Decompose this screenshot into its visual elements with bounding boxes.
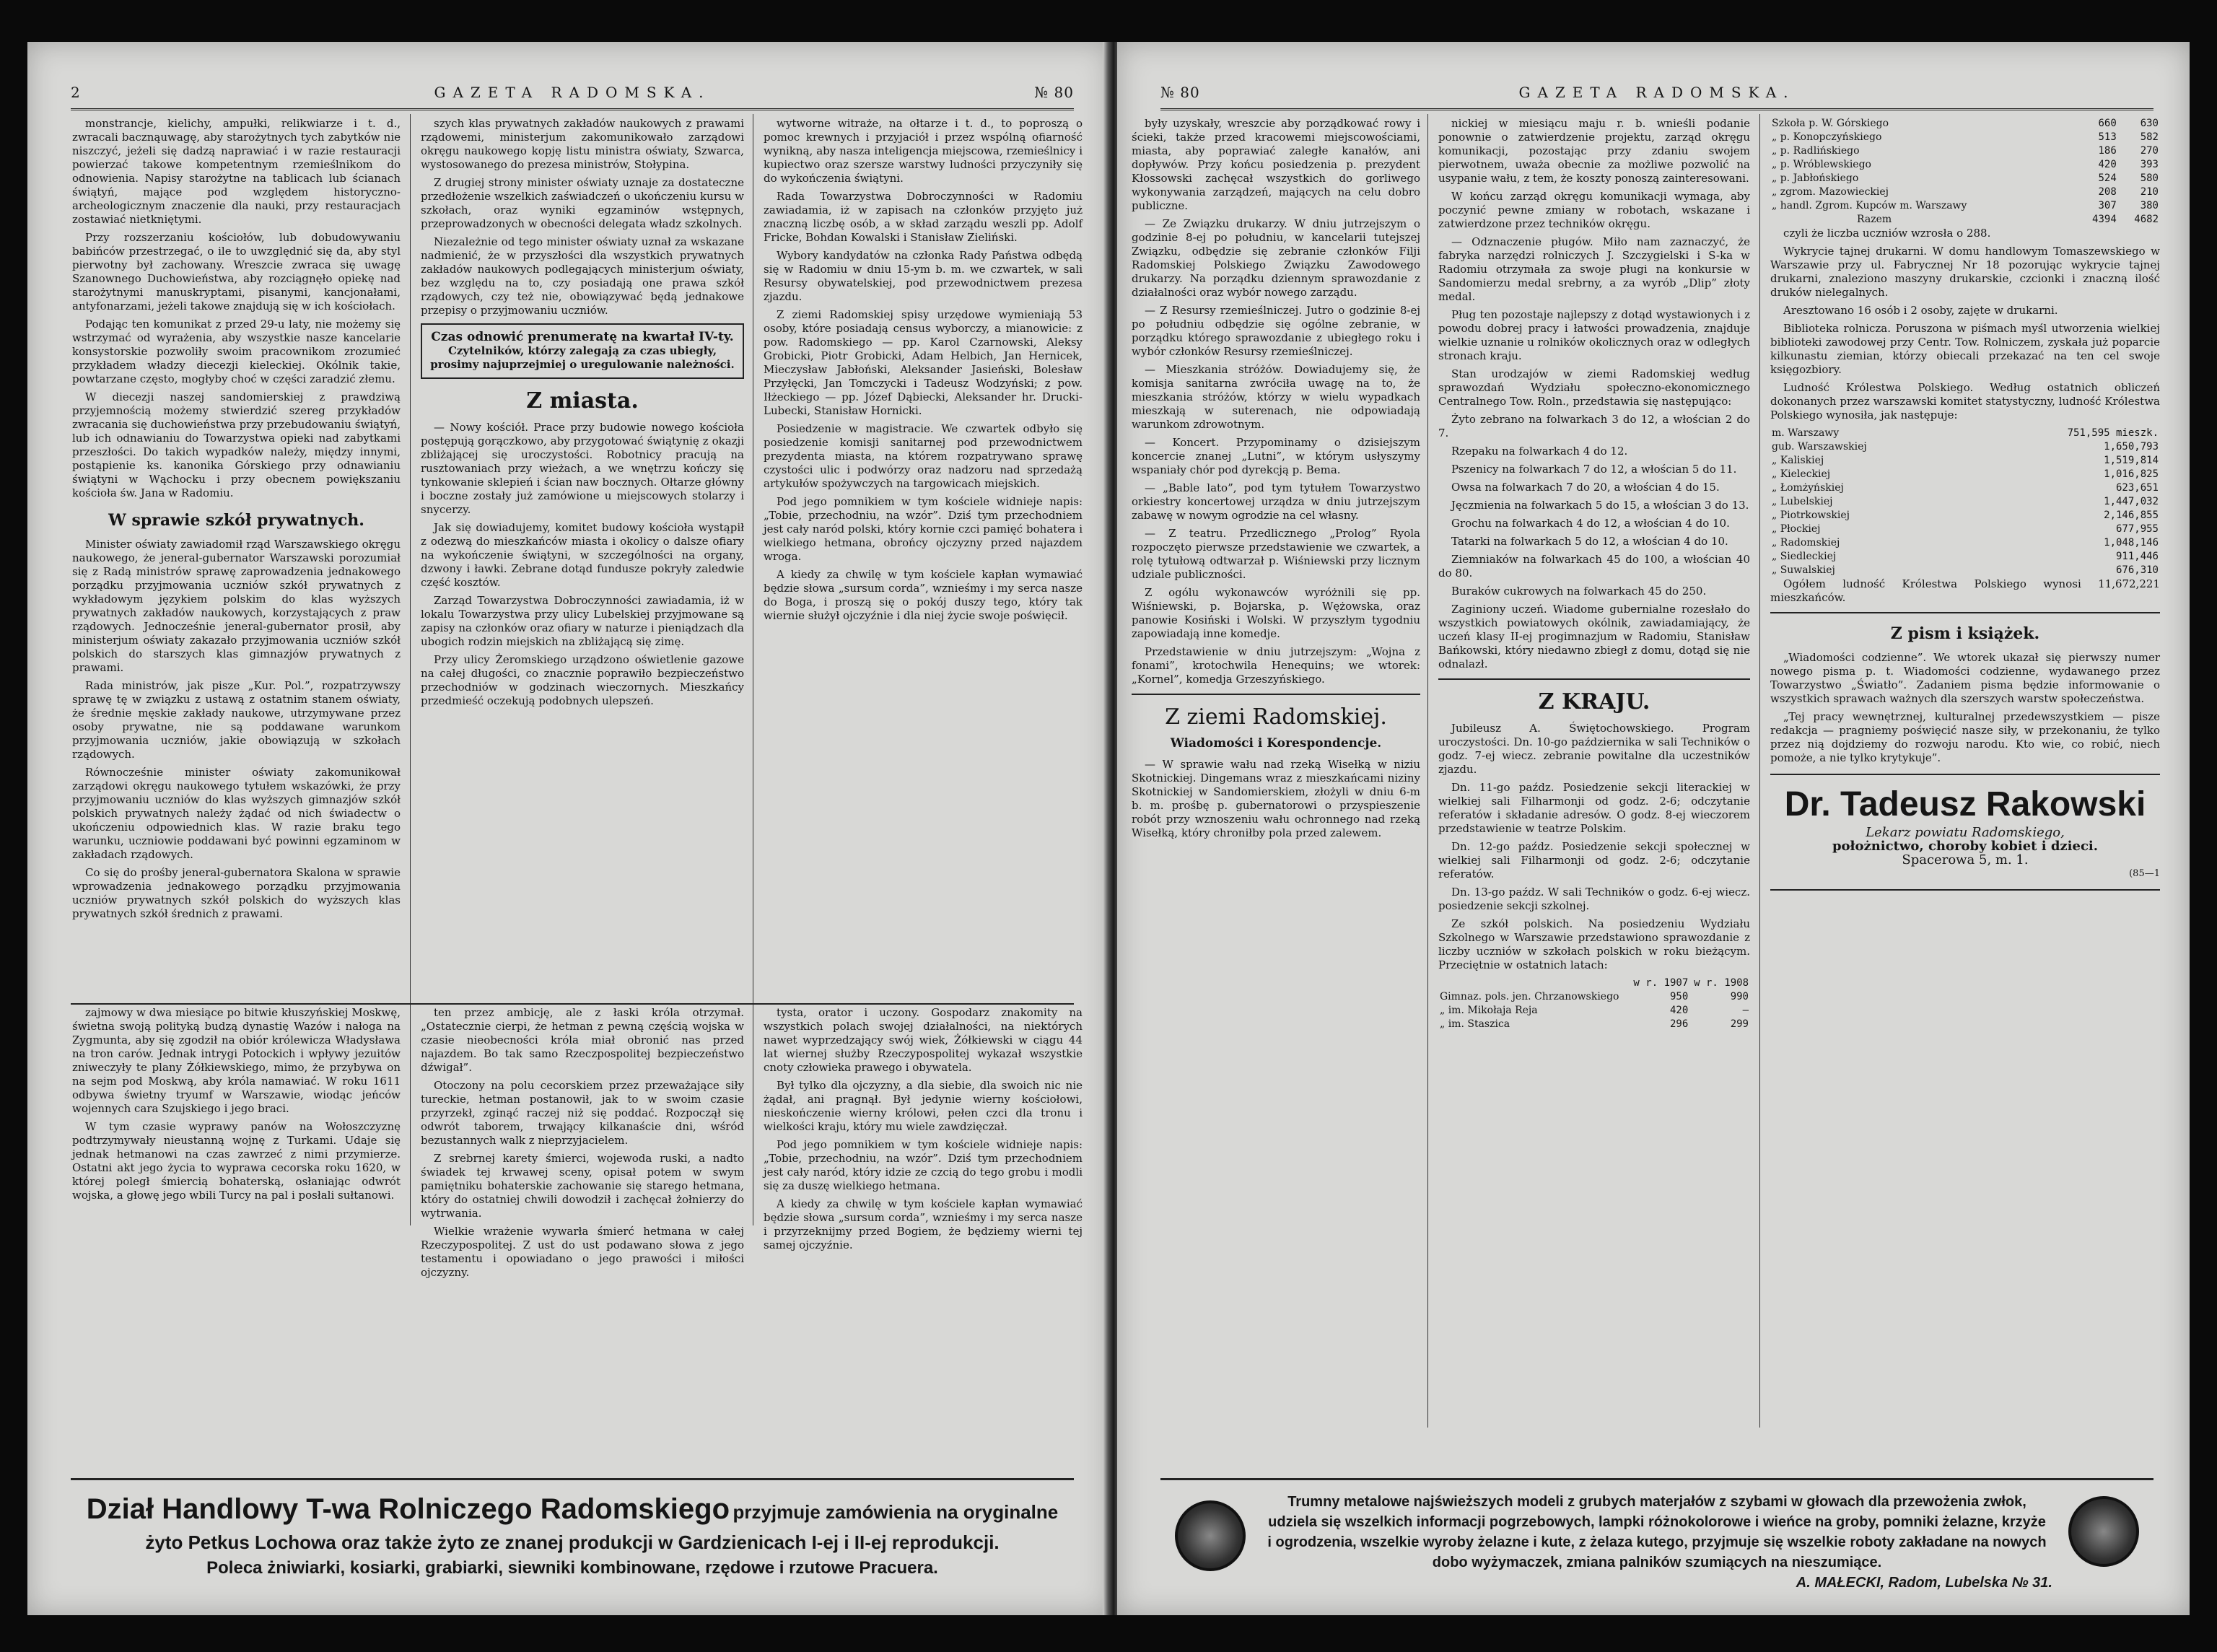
paragraph: Pod jego pomnikiem w tym kościele widnieje napis: „Tobie, przechodniu, na wzór”. Dziś tym przechodniem jest cały naród polski, który kornie czci pamięć bohatera i wielkiego hetmana, obrońcy ojczyzny przed najazdem wroga. <box>764 495 1083 563</box>
paragraph: — Mieszkania stróżów. Dowiadujemy się, że komisja sanitarna zwróciła uwagę na to, że mieszkania stróżów, którzy w wielu wypadkach mieszkają w suterenach, nie odpowiadają warunkom zdrowotnym. <box>1132 363 1420 431</box>
table-cell: 513 <box>2098 131 2117 143</box>
section-rule <box>1770 612 2160 613</box>
paragraph: W tym czasie wyprawy panów na Wołoszczyznę podtrzymywały nieustanną wojnę z Turkami. Udaje się jednak hetmanowi na czas zawrzeć z nimi przymierze. Ostatni akt jego życia to wyprawa cecorska roku 1620, w której poległ śmiercią bohaterską, osłaniając odwrót wojska, a głowę jego wbili Turcy na pal i posłali sułtanowi. <box>72 1120 401 1202</box>
left-col-3 <box>764 117 1083 990</box>
paragraph: Wielkie wrażenie wywarła śmierć hetmana w całej Rzeczypospolitej. Z ust do ust podawano słowa z jego testamentu i opowiadano o jego prawości i miłości ojczyzny. <box>421 1225 744 1279</box>
paragraph: Pod jego pomnikiem w tym kościele widnieje napis: „Tobie, przechodniu, na wzór”. Dziś tym przechodniem jest cały naród, który idzie ze czcią do tego grobu i modli się za duszę wielkiego hetmana. <box>764 1138 1083 1192</box>
paragraph: Stan urodzajów w ziemi Radomskiej według sprawozdań Wydziału społeczno-ekonomicznego Centralnego Tow. Roln., przedstawia się następująco: <box>1438 367 1750 408</box>
paragraph: Z drugiej strony minister oświaty uznaje za dostateczne przedłożenie wszelkich zaświadczeń o ukończeniu kursu w szkołach, oraz wyniki egzaminów wstępnych, przeprowadzonych w obecności delegata władz szkolnych. <box>421 176 744 230</box>
section-heading: Z ziemi Radomskiej. <box>1165 704 1387 730</box>
table-row <box>1770 550 2160 564</box>
crop-line: Ziemniaków na folwarkach 45 do 100, a włościan 40 do 80. <box>1438 553 1750 580</box>
table-cell: „ Łomżyńskiej <box>1772 482 1844 494</box>
table-cell: „ Płockiej <box>1772 523 1821 535</box>
table-cell: „ Kaliskiej <box>1772 455 1824 466</box>
table-cell: „ Lubelskiej <box>1772 496 1833 507</box>
table-row <box>1770 213 2160 227</box>
table-row <box>1438 990 1750 1004</box>
table-cell: „ p. Konopczyńskiego <box>1772 131 1882 143</box>
section-heading: Z KRAJU. <box>1538 689 1650 714</box>
paragraph: Dn. 11-go paźdz. Posiedzenie sekcji literackiej w wielkiej sali Filharmonji od godz. 2-6; odczytanie referatów i składanie adresów. O godz. 8-ej wieczorem przedstawienie w teatrze Polskim. <box>1438 781 1750 835</box>
paragraph: Z ogólu wykonawców wyróżnili się pp. Wiśniewski, p. Bojarska, p. Wężowska, oraz panowie Kosiński i Wolski. W przyszłym tygodniu zapowiadają inne komedje. <box>1132 586 1420 640</box>
paragraph: Biblioteka rolnicza. Poruszona w piśmach myśl utworzenia wielkiej biblioteki zawodowej przy Centr. Tow. Rolniczem, zyskała już poparcie kilkunastu ziemian, którzy obiecali przekazać na ten cel swoje księgozbiory. <box>1770 322 2160 376</box>
table-row <box>1770 523 2160 536</box>
school-stats-table <box>1438 976 1750 1031</box>
article-heading: W sprawie szkół prywatnych. <box>108 511 364 530</box>
schools-table <box>1770 117 2160 227</box>
notice-title: Czas odnowić prenumeratę na kwartał IV-ty. <box>431 330 734 344</box>
table-cell: „ handl. Zgrom. Kupców m. Warszawy <box>1772 200 1967 211</box>
ad-line: dobo wyżymaczek, zmiana palników szumiących na nieszumiące. <box>1432 1555 1882 1570</box>
paragraph: „Tej pracy wewnętrznej, kulturalnej przedewszystkiem — pisze redakcja — pragniemy poświęcić nasze siły, w przekonaniu, że tylko przez nią dojdziemy do rozwoju narodu. Kto wie, co robić, niech pomoże, a nie tylko krytykuje”. <box>1770 710 2160 764</box>
paragraph: Z ziemi Radomskiej spisy urzędowe wymieniają 53 osoby, które posiadają census wyborczy, a mianowicie: z pow. Radomskiego — pp. Karol Czarnowski, Aleksy Grobicki, Piotr Grobicki, Adam Helbich, Jan Hernicek, Mieczysław Jabłoński, Aleksander Jasieński, Bolesław Przyłęcki, Jan Tomczycki i Tadeusz Wodzyński; z pow. Iłżeckiego — pp. Józef Dąbiecki, Aleksander hr. Drucki-Lubecki, Stanisław Hornicki. <box>764 308 1083 417</box>
paragraph: Był tylko dla ojczyzny, a dla siebie, dla swoich nic nie żądał, ani pragnął. Był jedynie wierny kościołowi, nieskończenie wierny królowi, pełen czci dla tronu i wielkości kraju, który mu wiele zawdzięczał. <box>764 1079 1083 1133</box>
paragraph: szych klas prywatnych zakładów naukowych z prawami rządowemi, ministerjum zakomunikowało zarządowi okręgu naukowego kopję listu ministra oświaty, Szwarca, wystosowanego do prezesa ministrów, Stołypina. <box>421 117 744 171</box>
table-cell: Szkoła p. W. Górskiego <box>1772 118 1889 129</box>
table-row <box>1770 454 2160 468</box>
paragraph: tysta, orator i uczony. Gospodarz znakomity na wszystkich polach swojej działalności, na niektórych nawet wyprzedzający swój wiek, Żółkiewski w ciągu 44 lat wiernej służby Rzeczypospolitej wykazał wszystkie cnoty człowieka prawego i obywatela. <box>764 1006 1083 1074</box>
paragraph: Jak się dowiadujemy, komitet budowy kościoła wystąpił z odezwą do mieszkańców miasta i okolicy o dalsze ofiary na wykończenie świątyni, w szczególności na organy, dzwony i ławki. Zebrane dotąd fundusze pokryły zaledwie część kosztów. <box>421 521 744 589</box>
paragraph: Co się do prośby jeneral-gubernatora Skalona w sprawie wprowadzenia jednakowego porządku przyjmowania uczniów prywatnych szkół polskich do wyższych klas prywatnych szkół średnich z prawami. <box>72 866 401 920</box>
left-issue-number: № 80 <box>1034 84 1074 101</box>
table-cell: „ im. Staszica <box>1440 1018 1510 1030</box>
table-cell: „ p. Wróblewskiego <box>1772 159 1871 170</box>
right-page-header <box>1160 79 2153 110</box>
crop-line: Tatarki na folwarkach 5 do 12, a włościan 4 do 10. <box>1451 535 1728 548</box>
table-cell: 420 <box>1669 1005 1689 1016</box>
crop-line: Buraków cukrowych na folwarkach 45 do 250. <box>1451 585 1707 598</box>
table-row <box>1770 427 2160 440</box>
table-cell: 580 <box>2140 172 2159 184</box>
paragraph: Dn. 13-go paźdz. W sali Techników o godz. 6-ej wiecz. posiedzenie sekcji szkolnej. <box>1438 886 1750 912</box>
table-cell: „ Siedleckiej <box>1772 551 1837 562</box>
doctor-title: Lekarz powiatu Radomskiego, <box>1866 825 2065 840</box>
table-cell: 990 <box>1730 991 1749 1002</box>
paragraph: Aresztowano 16 osób i 2 osoby, zajęte w drukarni. <box>1783 304 2058 317</box>
table-cell: „ im. Mikołaja Reja <box>1440 1005 1538 1016</box>
table-row <box>1770 131 2160 144</box>
crop-line: Owsa na folwarkach 7 do 20, a włościan 4 do 15. <box>1451 481 1720 494</box>
paragraph: A kiedy za chwilę w tym kościele kapłan wymawiać będzie słowa „sursum corda”, wznieśmy i my serca nasze i przyrzeknijmy przed Bogiem, że będziemy wierni tej samej ojczyźnie. <box>764 1197 1083 1251</box>
table-row <box>1770 199 2160 213</box>
ad-line: udziela się wszelkich informacji pogrzebowych, lampki różnokolorowe i wieńce na groby, pomniki żelazne, krzyże <box>1268 1514 2046 1530</box>
right-col-3 <box>1770 117 2160 1430</box>
table-header: w r. 1907 <box>1633 977 1689 989</box>
table-cell: 1,048,146 <box>2104 537 2159 549</box>
left-page-number: 2 <box>71 84 81 101</box>
paragraph: czyli że liczba uczniów wzrosła o 288. <box>1783 227 1991 240</box>
crop-line: Rzepaku na folwarkach 4 do 12. <box>1451 445 1628 458</box>
ad-code: (85—1 <box>2129 868 2160 879</box>
left-col-2 <box>421 117 744 990</box>
table-row <box>1770 481 2160 495</box>
paragraph: — Nowy kościół. Prace przy budowie nowego kościoła postępują gorączkowo, aby przygotować świątynię z okazji zbliżającej się uroczystości. Robotnicy pracują na rusztowaniach przy wieżach, a we wnętrzu kończy się tynkowanie sklepień i ścian naw bocznych. Ołtarze główny i boczne zostały już zamówione u miejscowych stolarzy i snycerzy. <box>421 421 744 516</box>
coffin-advertisement <box>1160 1478 2153 1596</box>
table-cell: 208 <box>2098 186 2117 198</box>
doctor-name: Dr. Tadeusz Rakowski <box>1784 785 2146 823</box>
table-cell: 582 <box>2140 131 2159 143</box>
table-cell: 307 <box>2098 200 2117 211</box>
left-page-header <box>71 79 1074 110</box>
table-cell: 1,447,032 <box>2104 496 2159 507</box>
crop-line: Grochu na folwarkach 4 do 12, a włościan 4 do 10. <box>1451 517 1730 530</box>
paragraph: „Wiadomości codzienne”. We wtorek ukazał się pierwszy numer nowego pisma p. t. Wiadomości codzienne, wydawanego przez Towarzystwo „Światło”. Zadaniem pisma będzie informowanie o wszystkich sprawach ważnych dla szerszych warstw społeczeństwa. <box>1770 651 2160 705</box>
paragraph: — W sprawie wału nad rzeką Wisełką w niziu Skotnickiej. Dingemans wraz z mieszkańcami niziny Skotnickiej w Sandomierskiem, złożyli w dniu 6-m b. m. prośbę p. gubernatorowi o przyspieszenie robót przy wznoszeniu wału ochronnego nad rzeką Wisełką, który chroniłby pola przed zalewem. <box>1132 758 1420 839</box>
table-cell: „ Radomskiej <box>1772 537 1840 549</box>
left-col-1 <box>72 117 401 990</box>
table-row <box>1770 495 2160 509</box>
table-row <box>1438 1004 1750 1018</box>
table-cell: — <box>1742 1005 1749 1016</box>
paragraph: — Koncert. Przypominamy o dzisiejszym koncercie znanej „Lutni”, w którym usłyszymy wspaniały chór pod dyrekcją p. Bema. <box>1132 436 1420 476</box>
table-row <box>1770 440 2160 454</box>
column-divider <box>1759 114 1760 1428</box>
left-page <box>27 42 1110 1615</box>
table-row <box>1770 509 2160 523</box>
left-bottom-col-3 <box>764 1006 1083 1251</box>
section-heading: Z miasta. <box>526 388 639 414</box>
table-cell: gub. Warszawskiej <box>1772 441 1867 453</box>
section-heading: Z pism i książek. <box>1890 624 2040 643</box>
doctor-advertisement <box>1770 774 2160 891</box>
paragraph: Z srebrnej karety śmierci, wojewoda ruski, a nadto świadek tej krwawej sceny, opisał potem w swym pamiętniku bohaterskie zachowanie się starego hetmana, który do ostatniej chwili dowodził i zachęcał żołnierzy do wytrwania. <box>421 1152 744 1220</box>
table-row <box>1770 144 2160 158</box>
table-cell: 1,519,814 <box>2104 455 2159 466</box>
paragraph: Minister oświaty zawiadomił rząd Warszawskiego okręgu naukowego, że jeneral-gubernator Warszawski porozumiał się z Radą ministrów sprawę zaprowadzenia jednakowego porządku przyjmowania uczniów szkół prywatnych z wykładowym językiem polskim do klas wyższych prywatnych zakładów naukowych, korzystających z praw rządowych. Jednocześnie jeneral-gubernator prosił, aby ministerjum oświaty zakazało przyjmowania uczniów szkół polskich do starszych klas gimnazjów prywatnych z prawami. <box>72 538 401 674</box>
paragraph: Otoczony na polu cecorskiem przez przeważające siły tureckie, hetman postanowił, jak to w swoim czasie przyrzekł, zginąć raczej niż się poddać. Rozpoczął się odwrót taborem, trwający kilkanaście dni, wśród bezustannych walk z nieprzyjacielem. <box>421 1079 744 1147</box>
paragraph: Posiedzenie w magistracie. We czwartek odbyło się posiedzenie komisji sanitarnej pod przewodnictwem prezydenta miasta, na którem rozpatrywano sprawę czystości ulic i podwórzy oraz nadzoru nad sprzedażą artykułów spożywczych na targowicach miejskich. <box>764 422 1083 490</box>
paragraph: Podając ten komunikat z przed 29-u laty, nie możemy się wstrzymać od wyrażenia, aby wszystkie nasze kancelarie konsystorskie pozwoliły swoim pracownikom zrozumieć przykładem władzy diecezji kieleckiej. Okólnik takie, powtarzane często, mogłyby choć w części zaradzić złemu. <box>72 318 401 385</box>
table-cell: 630 <box>2140 118 2159 129</box>
table-row <box>1438 976 1750 990</box>
table-cell: 420 <box>2098 159 2117 170</box>
paragraph: A kiedy za chwilę w tym kościele kapłan wymawiać będzie słowa „sursum corda”, wznieśmy i my serca nasze do Boga, i proszą się o pokój duszy tego, który tak wiernie służył ojczyźnie i dla niej życie swoje poświęcił. <box>764 568 1083 622</box>
table-cell: „ Piotrkowskiej <box>1772 510 1850 521</box>
crop-line: Pszenicy na folwarkach 7 do 12, a włościan 5 do 11. <box>1451 463 1737 476</box>
paragraph: wytworne witraże, na ołtarze i t. d., to poproszą o pomoc krewnych i przyjaciół i przez wspólną ofiarność wynikną, aby nasza inteligencja miejscowa, rzemieślnicy i kupiectwo oraz szersze warstwy ludności przyczyniły się do wykończenia świątyni. <box>764 117 1083 185</box>
table-header: w r. 1908 <box>1694 977 1749 989</box>
right-col-1 <box>1132 117 1420 1430</box>
section-rule <box>71 1003 1074 1005</box>
section-rule <box>1438 678 1750 680</box>
paragraph: Rada Towarzystwa Dobroczynności w Radomiu zawiadamia, iż w zapisach na członków przyjęto już znaczną liczbę osób, a w skład zarządu weszli pp. Adolf Fricke, Bohdan Kowalski i Stanisław Zieliński. <box>764 190 1083 244</box>
table-cell: 186 <box>2098 145 2117 157</box>
table-row <box>1770 468 2160 481</box>
table-row <box>1770 536 2160 550</box>
table-cell: 299 <box>1730 1018 1749 1030</box>
ad-line: Trumny metalowe najświeższych modeli z grubych materjałów z szybami w głowach dla przewożenia zwłok, <box>1287 1494 2026 1510</box>
ad-line: Poleca żniwiarki, kosiarki, grabiarki, siewniki kombinowane, rzędowe i rzutowe Pracuera. <box>206 1558 938 1578</box>
table-row <box>1770 185 2160 199</box>
paragraph: Niezależnie od tego minister oświaty uznał za wskazane nadmienić, że w przyszłości dla wszystkich prywatnych zakładów naukowych podlegających ministerjum oświaty, bez względu na to, czy posiadają one prawa szkół rządowych, czy też nie, obowiązywać będą jednakowe przepisy o przyjmowaniu uczniów. <box>421 235 744 317</box>
table-cell: m. Warszawy <box>1772 427 1840 439</box>
table-cell: 4394 <box>2092 214 2117 225</box>
population-table <box>1770 427 2160 577</box>
table-cell: 524 <box>2098 172 2117 184</box>
table-cell: „ p. Radlińskiego <box>1772 145 1860 157</box>
ad-headline: Dział Handlowy T-wa Rolniczego Radomskiego <box>86 1493 730 1525</box>
table-cell: „ Suwalskiej <box>1772 564 1835 576</box>
table-cell: 4682 <box>2134 214 2159 225</box>
right-issue-number: № 80 <box>1160 84 1200 101</box>
table-cell: 393 <box>2140 159 2159 170</box>
crop-line: Jęczmienia na folwarkach 5 do 15, a włościan 3 do 13. <box>1451 499 1749 512</box>
paragraph: Równocześnie minister oświaty zakomunikował zarządowi okręgu naukowego tytułem wskazówki, że przy przyjmowaniu uczniów do klas wyższych gimnazjów szkół polskich prywatnych należy żądać od nich świadectw o ukończeniu odpowiednich klas. W razie braku tego warunku, uczniowie poddawani być powinni egzaminom w zakładach rządowych. <box>72 766 401 861</box>
paragraph: Przy rozszerzaniu kościołów, lub dobudowywaniu babińców przestrzegać, o ile to uwzględnić się da, aby styl pierwotny był zachowany. Wreszcie zwraca się uwagę Szanownego Duchowieństwa, aby rozciągnęło opiekę nad starożytnymi manuskryptami, pisanymi, kancjonałami, antyfonarzami, jeżeli takowe znajdują się w ich kościołach. <box>72 231 401 313</box>
table-cell: 2,146,855 <box>2104 510 2159 521</box>
ad-signature: A. MAŁECKI, Radom, Lubelska № 31. <box>1796 1575 2052 1591</box>
paragraph: Przedstawienie w dniu jutrzejszym: „Wojna z fonami”, krotochwila Henequins; we wtorek: „Kornel”, komedja Grzeszyńskiego. <box>1132 645 1420 686</box>
table-row <box>1770 117 2160 131</box>
paragraph: Ogółem ludność Królestwa Polskiego wynosi 11,672,221 mieszkańców. <box>1770 577 2160 604</box>
column-divider <box>410 114 411 1225</box>
paragraph: W końcu zarząd okręgu komunikacji wymaga, aby poczynić pewne zmiany w robotach, wskazane i zatwierdzone przez techników okręgu. <box>1438 190 1750 230</box>
table-row <box>1770 158 2160 172</box>
section-rule <box>1132 694 1420 695</box>
paragraph: Przy ulicy Żeromskiego urządzono oświetlenie gazowe na całej długości, co znacznie poprawiło bezpieczeństwo przechodniów w godzinach wieczornych. Mieszkańcy przedmieść oczekują podobnych ulepszeń. <box>421 653 744 707</box>
table-cell: 270 <box>2140 145 2159 157</box>
paragraph: Wykrycie tajnej drukarni. W domu handlowym Tomaszewskiego w Warszawie przy ul. Fabrycznej Nr 18 pozorując wykrycie tajnej drukarni, znaleziono maszyny drukarskie, czcionki i znaczną ilość druków nielegalnych. <box>1770 245 2160 299</box>
table-row <box>1770 564 2160 577</box>
table-cell: 751,595 mieszk. <box>2067 427 2159 439</box>
crop-line: Żyto zebrano na folwarkach 3 do 12, a włościan 2 do 7. <box>1438 413 1750 440</box>
table-cell: 380 <box>2140 200 2159 211</box>
subscription-notice <box>421 323 744 379</box>
table-cell: 676,310 <box>2115 564 2159 576</box>
paragraph: Zarząd Towarzystwa Dobroczynności zawiadamia, iż w lokalu Towarzystwa przy ulicy Lubelskiej przyjmowane są zapisy na członków oraz ofiary w naturze i pieniądzach dla ubogich rodzin miejskich na zbliżającą się zimę. <box>421 594 744 648</box>
left-masthead: GAZETA RADOMSKA. <box>434 84 711 101</box>
table-cell: 677,955 <box>2115 523 2159 535</box>
table-row <box>1438 1018 1750 1031</box>
table-cell: 911,446 <box>2115 551 2159 562</box>
paragraph: monstrancje, kielichy, ampułki, relikwiarze i t. d., zwracali bacznąuwagę, aby starożytnych tych zabytków nie niszczyć, jeżeli się dadzą naprawiać i w razie restauracji powierzać takowe kompetentnym rzemieślnikom do odnowienia. Napisy starożytne na tablicach lub ścianach świątyń, mające pod względem historyczno-archeologicznym znaczenie dla nauki, przy restauracjach zostawiać nietkniętymi. <box>72 117 401 226</box>
trade-advertisement <box>71 1478 1074 1588</box>
table-cell: 1,650,793 <box>2104 441 2159 453</box>
table-cell: Razem <box>1857 214 1892 225</box>
table-cell: „ Kieleckiej <box>1772 468 1831 480</box>
left-bottom-col-1 <box>72 1006 401 1223</box>
section-subheading: Wiadomości i Korespondencje. <box>1170 736 1382 751</box>
table-cell: „ p. Jabłońskiego <box>1772 172 1859 184</box>
paragraph: Ludność Królestwa Polskiego. Według ostatnich obliczeń dokonanych przez warszawski komitet statystyczny, ludność Królestwa Polskiego wynosiła, jak następuje: <box>1770 381 2160 421</box>
paragraph: Ze szkół polskich. Na posiedzeniu Wydziału Szkolnego w Warszawie przedstawiono sprawozdanie z liczby uczniów w szkołach polskich w roku bieżącym. Przeciętnie w ostatnich latach: <box>1438 917 1750 971</box>
notice-text: Czytelników, którzy zalegają za czas ubiegły, prosimy najuprzejmiej o uregulowanie należności. <box>430 344 735 371</box>
table-cell: 296 <box>1669 1018 1689 1030</box>
right-page <box>1117 42 2190 1615</box>
table-cell: 210 <box>2140 186 2159 198</box>
table-cell: 623,651 <box>2115 482 2159 494</box>
paragraph: — „Bable lato”, pod tym tytułem Towarzystwo orkiestry koncertowej urządza w dniu jutrzejszym zabawę w nowym ogrodzie na cel własny. <box>1132 481 1420 522</box>
paragraph: były uzyskały, wreszcie aby porządkować rowy i ścieki, także przed kracowemi miejscowościami, miasta, aby poprawiać zaległe kanałów, ani dopływów. Przy końcu posiedzenia p. prezydent Kłossowski zachęcał wszystkich do gorliwego wykonywania zarządzeń, mających na celu dobro publiczne. <box>1132 117 1420 212</box>
column-divider <box>1427 114 1428 1428</box>
doctor-specialty: położnictwo, choroby kobiet i dzieci. <box>1832 839 2099 854</box>
emblem-icon <box>2068 1496 2139 1567</box>
paragraph: Dn. 12-go paźdz. Posiedzenie sekcji społecznej w wielkiej sali Filharmonji od godz. 2-6; odczytanie referatów. <box>1438 840 1750 880</box>
paragraph: Zaginiony uczeń. Wiadome gubernialne rozesłało do wszystkich powiatowych okólnik, zawiadamiający, że uczeń klasy II-ej progimnazjum w Radomiu, Stanisław Bańkowski, który niedawno zbiegł z domu, dotąd się nie odnalazł. <box>1438 603 1750 670</box>
table-cell: 1,016,825 <box>2104 468 2159 480</box>
paragraph: — Odznaczenie pługów. Miło nam zaznaczyć, że fabryka narzędzi rolniczych J. Szczygielski i S-ka w Radomiu otrzymała za swoje pługi na konkursie w Sandomierzu medal srebrny, a za wyrób „Dlip” złoty medal. <box>1438 235 1750 303</box>
paragraph: ten przez ambicję, ale z łaski króla otrzymał. „Ostatecznie cierpi, że hetman z pewną częścią wojska w czasie nieobecności króla miał obronić nas przed najazdem. Bo tak samo Rzeczpospolitej bezpieczeństwo dźwigał”. <box>421 1006 744 1074</box>
emblem-icon <box>1175 1500 1246 1571</box>
ad-headline-tail: przyjmuje zamówienia na oryginalne <box>733 1501 1059 1523</box>
paragraph: nickiej w miesiącu maju r. b. wnieśli podanie ponownie o zatwierdzenie projektu, zarząd okręgu komunikacji, pozostając przy zdaniu swojem pierwotnem, uważa obecnie za możliwe pozwolić na usypanie wału, z tem, że koszty ponoszą zainteresowani. <box>1438 117 1750 185</box>
paragraph: Jubileusz A. Świętochowskiego. Program uroczystości. Dn. 10-go października w sali Techników o godz. 7-ej wiecz. zebranie powitalne dla uczestników zjazdu. <box>1438 722 1750 776</box>
left-bottom-col-2 <box>421 1006 744 1279</box>
doctor-address: Spacerowa 5, m. 1. <box>1902 852 2029 867</box>
paragraph: W diecezji naszej sandomierskiej z prawdziwą przyjemnością możemy stwierdzić szereg przykładów zwracania się duchowieństwa przy przebudowaniu świątyń, lub ich odnawianiu do Towarzystwa opieki nad zabytkami przeszłości. Do takich wypadków należy, między innymi, postąpienie ks. kanonika Górskiego przy odnawianiu świątyni w Wąchocku i przy obecnem powiększaniu kościoła św. Jana w Radomiu. <box>72 390 401 499</box>
paragraph: — Ze Związku drukarzy. W dniu jutrzejszym o godzinie 8-ej po południu, w kancelarii tutejszej Związku, odbędzie się zebranie członków Filji Radomskiej Polskiego Związku Zawodowego drukarzy. Na porządku dziennym sprawozdanie z działalności oraz wybór nowego zarządu. <box>1132 217 1420 299</box>
paragraph: Pług ten pozostaje najlepszy z dotąd wystawionych i z powodu dobrej pracy i łatwości prowadzenia, znajduje wielkie uznanie u rolników okolicznych oraz w odległych stronach kraju. <box>1438 308 1750 362</box>
table-cell: „ zgrom. Mazowieckiej <box>1772 186 1889 198</box>
table-cell: 950 <box>1669 991 1689 1002</box>
table-cell: 660 <box>2098 118 2117 129</box>
paragraph: — Z Resursy rzemieślniczej. Jutro o godzinie 8-ej po południu odbędzie się ogólne zebranie, w porządku którego sprawozdanie z ubiegłego roku i wybór członków Resursy rzemieślniczej. <box>1132 304 1420 358</box>
paragraph: zajmowy w dwa miesiące po bitwie kłuszyńskiej Moskwę, świetna swoją polityką budzą dynastię Wazów i nałoga na Zygmunta, aby się zgodził na obiór królewicza Władysława na tron carów. Jednak intrygi Potockich i wpływy jezuitów zniweczyły te plany Żółkiewskiego, mimo, że przybywa on na sejm pod Moskwą, aby króla namawiać. W roku 1611 odbywa świetny tryumf w Warszawie, wiodąc jeńców wojennych cara Szujskiego i jego braci. <box>72 1006 401 1115</box>
right-masthead: GAZETA RADOMSKA. <box>1518 84 1796 101</box>
paragraph: Wybory kandydatów na członka Rady Państwa odbędą się w Radomiu w dniu 15-ym b. m. we czwartek, w sali Resursy obywatelskiej, pod przewodnictwem prezesa zjazdu. <box>764 249 1083 303</box>
right-col-2 <box>1438 117 1750 1430</box>
paragraph: Rada ministrów, jak pisze „Kur. Pol.”, rozpatrzywszy sprawę tę w związku z ustawą z ostatnim stanem oświaty, że średnie męskie zakłady naukowe, utrzymywane przez osoby prywatne, nie są poddawane warunkom przyjmowania uczniów, jakie obowiązują w szkołach rządowych. <box>72 679 401 761</box>
table-cell: Gimnaz. pols. jen. Chrzanowskiego <box>1440 991 1619 1002</box>
table-row <box>1770 172 2160 185</box>
ad-line: i ogrodzenia, wszelkie wyroby żelazne i kute, z żelaza kutego, przyjmuje się wszelkie roboty zakładane na nowych <box>1267 1534 2047 1550</box>
ad-line: żyto Petkus Lochowa oraz także żyto ze znanej produkcji w Gardzienicach I-ej i II-ej reprodukcji. <box>145 1531 1000 1553</box>
paragraph: — Z teatru. Przedlicznego „Prolog” Ryola rozpoczęto pierwsze przedstawienie we czwartek, a rolę tytułową odtwarzał p. Wiśniewski przy licznym udziale publiczności. <box>1132 527 1420 581</box>
